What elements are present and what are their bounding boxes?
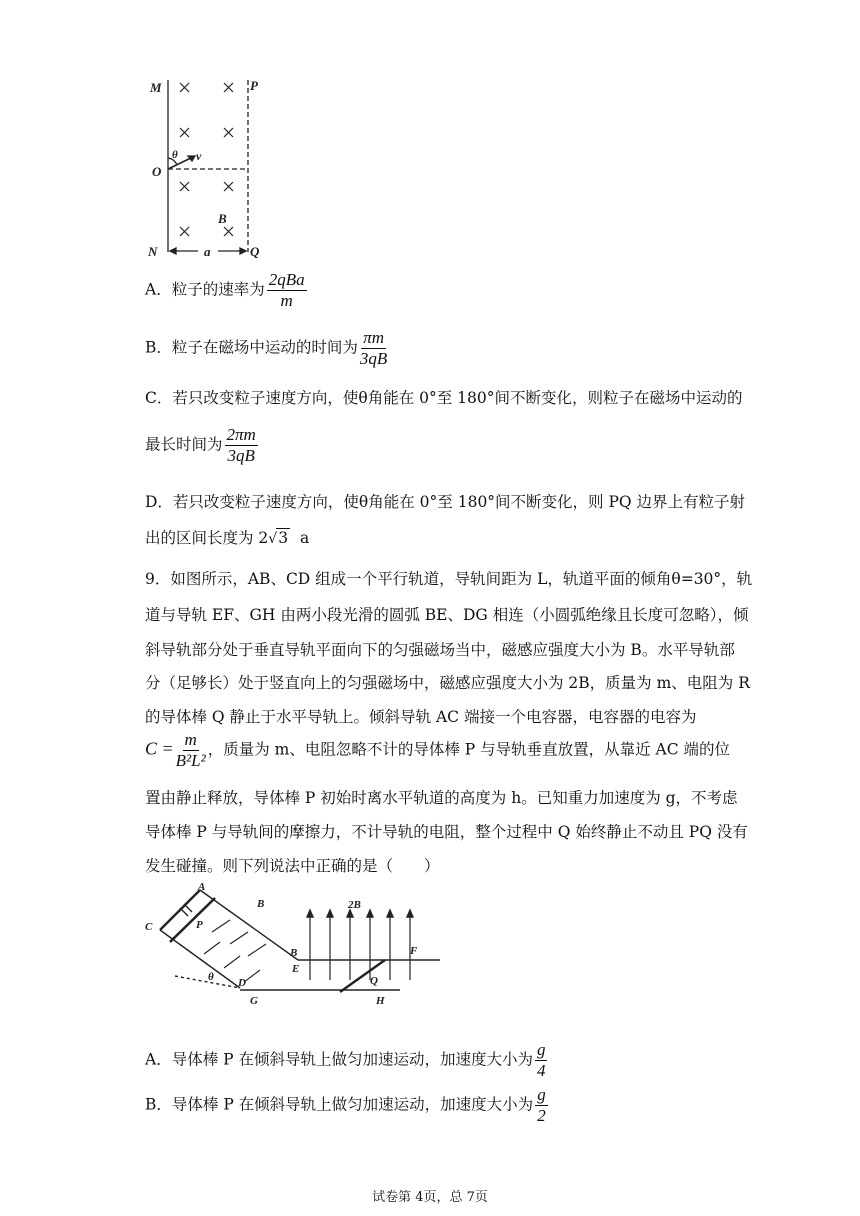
label-a: a <box>204 244 211 259</box>
q9-line-5: 的导体棒 Q 静止于水平导轨上。倾斜导轨 AC 端接一个电容器，电容器的电容为 <box>145 708 697 726</box>
rails-figure <box>140 880 450 1010</box>
q8-option-c-line2: 最长时间为 $\frac{2\pi m}{3qB}$ <box>145 425 256 465</box>
q8-option-d-line2: 出的区间长度为 2√3 a <box>145 529 310 547</box>
label-theta: θ <box>172 149 178 161</box>
label-q: Q <box>370 975 378 987</box>
q9-line-3: 斜导轨部分处于垂直导轨平面向下的匀强磁场当中，磁感应强度大小为 B。水平导轨部 <box>145 641 735 659</box>
label-b-field: B <box>257 898 265 910</box>
magnetic-field-figure <box>140 70 280 260</box>
q8-option-c-line1: C．若只改变粒子速度方向，使θ角能在 0°至 180°间不断变化，则粒子在磁场中运动的 <box>145 389 743 407</box>
q9-option-a: A．导体棒 P 在倾斜导轨上做匀加速运动，加速度大小为 $\frac{g}{4}$ <box>145 1040 546 1080</box>
q8-option-b: B．粒子在磁场中运动的时间为 $\frac{\pi m}{3qB}$ <box>145 328 388 368</box>
label-h: H <box>376 995 385 1007</box>
label-theta: θ <box>208 971 214 983</box>
q9-line-7: 置由静止释放，导体棒 P 初始时离水平轨道的高度为 h。已知重力加速度为 g，不考虑 <box>145 789 738 807</box>
label-p: P <box>250 78 258 93</box>
label-q: Q <box>250 244 260 259</box>
q9-line-9: 发生碰撞。则下列说法中正确的是（ ） <box>145 857 440 875</box>
label-m: M <box>150 80 162 95</box>
q8-option-d-line1: D．若只改变粒子速度方向，使θ角能在 0°至 180°间不断变化，则 PQ 边界上有粒子射 <box>145 493 746 511</box>
label-g: G <box>250 995 258 1007</box>
label-f: F <box>410 945 418 957</box>
label-v: v <box>196 149 202 163</box>
label-b: B <box>218 211 227 226</box>
label-2b: 2B <box>348 899 361 911</box>
q9-option-b: B．导体棒 P 在倾斜导轨上做匀加速运动，加速度大小为 $\frac{g}{2}$ <box>145 1085 546 1125</box>
label-o: O <box>152 164 162 179</box>
q9-line-2: 道与导轨 EF、GH 由两小段光滑的圆弧 BE、DG 相连（小圆弧绝缘且长度可忽略），倾 <box>145 606 749 624</box>
label-c: C <box>145 921 153 933</box>
label-p: P <box>196 919 203 931</box>
q9-line-6: C = $\frac{m}{\text{B²L²}}$ ，质量为 m、电阻忽略不计的导体棒 P 与导轨垂直放置，从靠近 AC 端的位 <box>145 730 731 770</box>
label-n: N <box>148 244 158 259</box>
q9-line-1: 9．如图所示，AB、CD 组成一个平行轨道，导轨间距为 L，轨道平面的倾角θ=30°，轨 <box>145 570 753 588</box>
label-b: B <box>290 947 298 959</box>
label-e: E <box>292 963 300 975</box>
label-a: A <box>198 881 206 893</box>
q8-option-a: A．粒子的速率为 $\frac{\text{2qBa}}{m}$ <box>145 270 305 310</box>
page-footer: 试卷第 4页，总 7页 <box>372 1190 488 1205</box>
q9-line-8: 导体棒 P 与导轨间的摩擦力，不计导轨的电阻，整个过程中 Q 始终静止不动且 PQ 没有 <box>145 823 748 841</box>
q9-line-4: 分（足够长）处于竖直向上的匀强磁场中，磁感应强度大小为 2B，质量为 m、电阻为 R <box>145 674 750 692</box>
label-d: D <box>238 977 246 989</box>
